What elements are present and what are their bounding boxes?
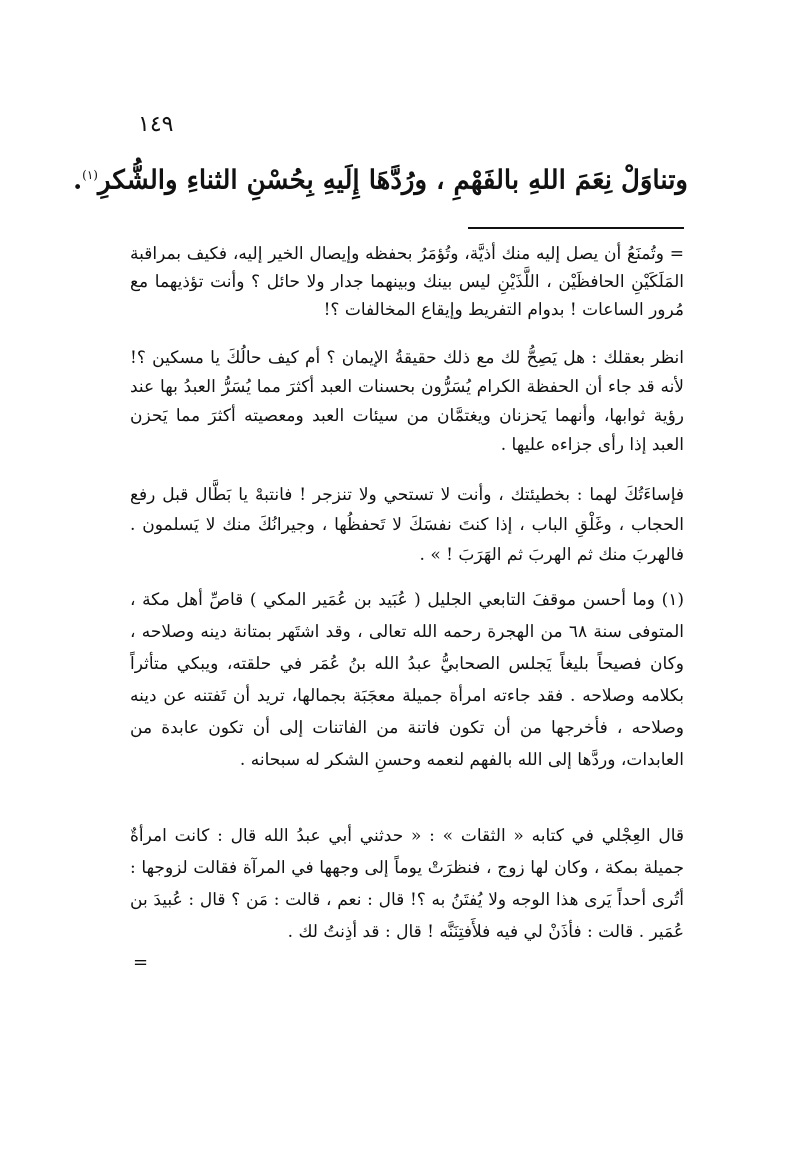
footnote-1-quote (130, 820, 684, 948)
paragraph-1-text: انظر بعقلك : هل يَصِحُّ لك مع ذلك حقيقةُ الإيمان ؟ أم كيف حالُكَ يا مسكين ؟! لأنه قد جاء أن الحفظة الكرام يُسَرُّون بحسنات العبد أكثرَ مما يُسَرُّ العبدُ بها عند رؤية ثوابها، وأنهما يَحزنان ويغتمَّان من سيئات العبد ومعصيته أكثرَ مما يَحزن العبد إذا رأى جزاءه عليها . (130, 348, 685, 455)
footnote-reference: (١) (82, 168, 98, 182)
footnote-paragraph-2 (130, 480, 684, 570)
continuation-mark: = (133, 952, 149, 973)
main-text-end: . (73, 165, 83, 196)
main-text: وتناوَلْ نِعَمَ اللهِ بالفَهْمِ ، ورُدَّهَا إِلَيهِ بِحُسْنِ الثناءِ والشُّكرِ (97, 165, 688, 196)
paragraph-2-text: فإساءَتُكَ لهما : بخطيئتك ، وأنت لا تستحي ولا تنزجر ! فانتبهْ يا بَطَّال قبل رفع الحجاب ، وغَلْقِ الباب ، إذا كنتَ نفسَكَ لا تَحفظُها ، وجيرانُكَ منك لا يَسلمون . فالهربَ منك ثم الهربَ ثم الهَرَبَ ! » . (130, 485, 684, 565)
footnote-1-text: (١) وما أحسن موقفَ التابعي الجليل ( عُبَيد بن عُمَير المكي ) قاصِّ أهل مكة ، المتوفى سنة ٦٨ من الهجرة رحمه الله تعالى ، وقد اشتَهر بمتانة دينه وصلاحه ، وكان فصيحاً بليغاً يَجلس الصحابيُّ عبدُ الله بنُ عُمَر في حلقته، ويبكي متأثراً بكلامه وصلاحه . فقد جاءته امرأة جميلة معجَبَة بجمالها، تريد أن تَفتنه عن دينه وصلاحه ، فأخرجها من أن تكون فاتنة من الفاتنات إلى أن تكون عابدة من العابدات، وردَّها إلى الله بالفهم لنعمه وحسنِ الشكر له سبحانه . (130, 590, 684, 770)
footnote-separator-rule (468, 227, 684, 229)
main-text-line (73, 150, 688, 206)
continuation-text: = وتُمنَعُ أن يصل إليه منك أذيَّة، وتُؤمَرُ بحفظه وإيصال الخير إليه، فكيف بمراقبة المَلَكَيْنِ الحافظَيْن ، اللَّذَيْنِ ليس بينك وبينهما جدار ولا حائل ؟ وأنت تؤذيهما مع مُرور الساعات ! بدوام التفريط وإيقاع المخالفات ؟! (130, 244, 684, 320)
footnote-1 (130, 584, 684, 776)
footnote-1-quote-text: قال العِجْلي في كتابه « الثقات » : « حدثني أبي عبدُ الله قال : كانت امرأةٌ جميلة بمكة ، وكان لها زوج ، فنظرَتْ يوماً إلى وجهها في المرآة فقالت لزوجها : أتُرى أحداً يَرى هذا الوجه ولا يُفتَنُ به ؟! قال : نعم ، قالت : مَن ؟ قال : عُبيدَ بن عُمَير . قالت : فأذَنْ لي فيه فلأَفتِنَنَّه ! قال : قد أذِنتُ لك . (130, 826, 684, 942)
footnote-continuation (130, 240, 684, 324)
footnote-paragraph-1 (130, 344, 684, 460)
page-number: ١٤٩ (138, 112, 174, 137)
